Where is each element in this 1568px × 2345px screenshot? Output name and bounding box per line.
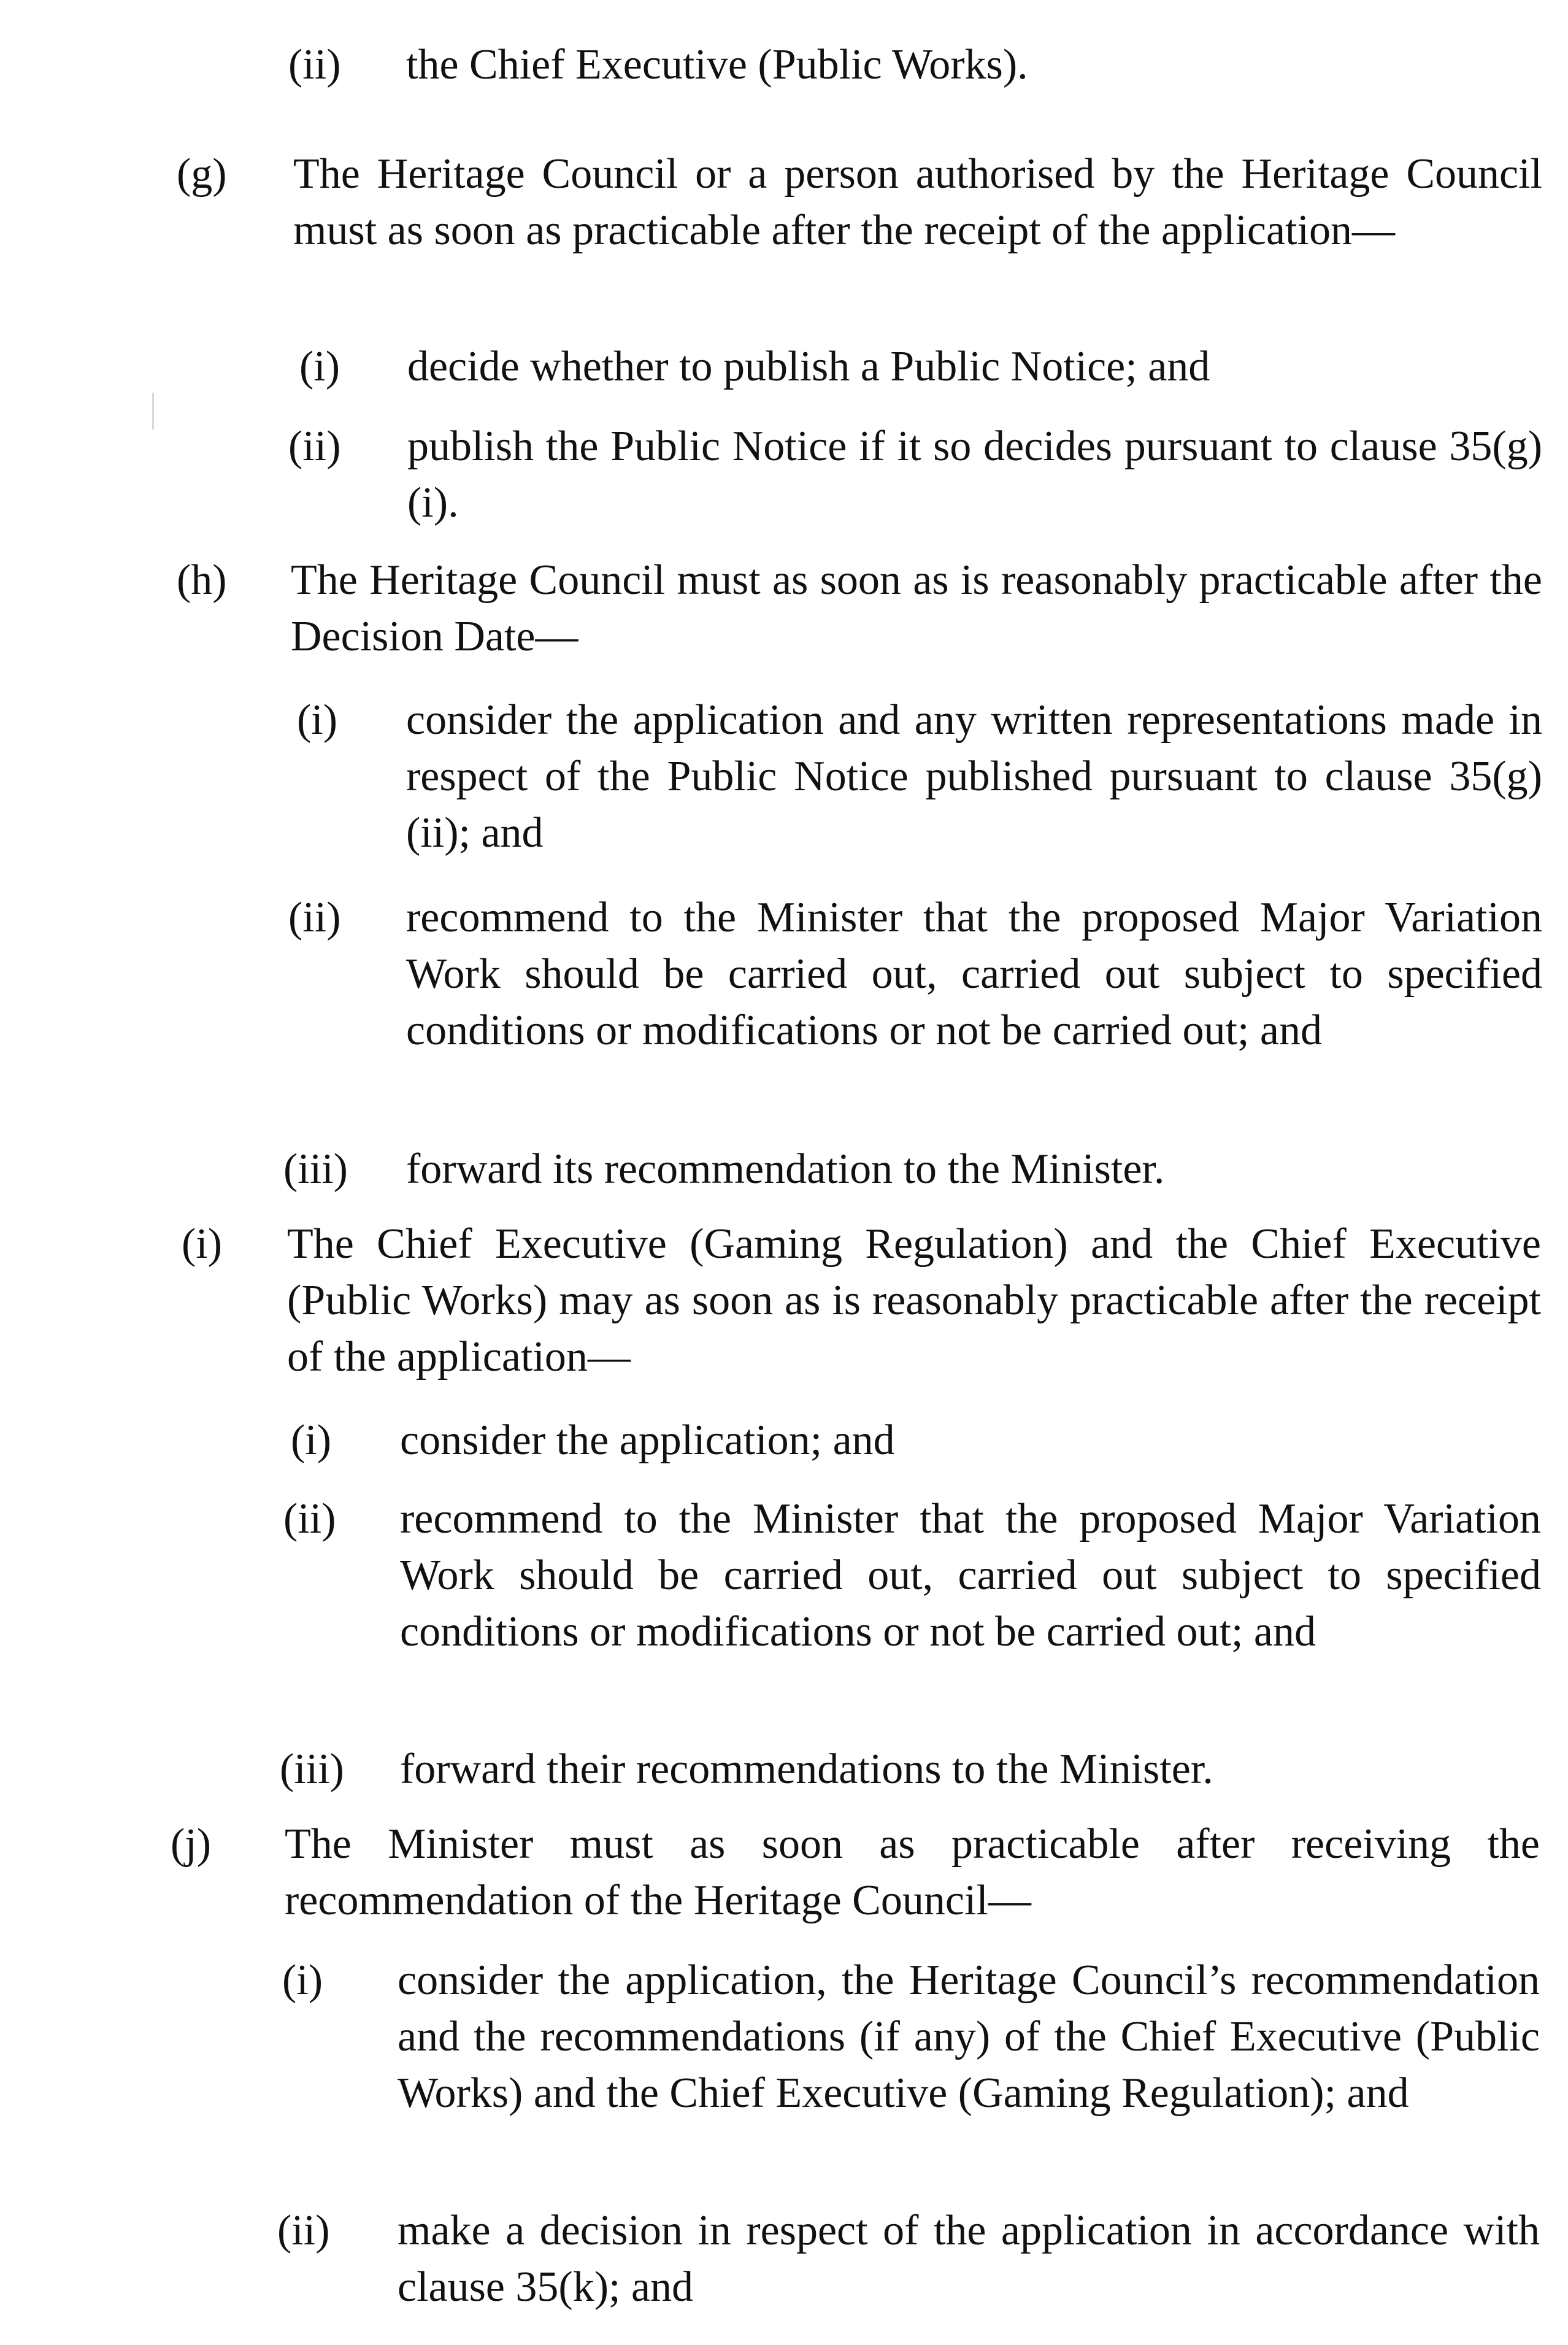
item-text: decide whether to publish a Public Notice; and bbox=[407, 343, 1210, 390]
item-text: consider the application; and bbox=[400, 1417, 895, 1464]
clause-text: The Chief Executive (Gaming Regulation) and the Chief Executive (Public Works) may as soon as is reasonably practicable after the receipt of the application— bbox=[287, 1220, 1541, 1380]
clause-text: The Minister must as soon as practicable after receiving the recommendation of the Heritage Council— bbox=[285, 1820, 1540, 1924]
item-label: (ii) bbox=[277, 2207, 330, 2254]
item-label: (i) bbox=[297, 696, 338, 744]
item-label: (ii) bbox=[288, 423, 341, 470]
clause-label: (g) bbox=[177, 150, 227, 198]
item-label: (iii) bbox=[283, 1146, 348, 1193]
clause-label: (j) bbox=[171, 1820, 212, 1868]
item-label: (i) bbox=[299, 343, 340, 390]
item-text: make a decision in respect of the application in accordance with clause 35(k); and bbox=[398, 2207, 1540, 2311]
item-label: (i) bbox=[291, 1417, 332, 1464]
item-text: forward their recommendations to the Minister. bbox=[400, 1746, 1213, 1793]
item-label: (iii) bbox=[280, 1746, 344, 1793]
item-text: publish the Public Notice if it so decides pursuant to clause 35(g)(i). bbox=[407, 423, 1542, 526]
item-text: recommend to the Minister that the proposed Major Variation Work should be carried out, carried out subject to specified conditions or modifications or not be carried out; and bbox=[400, 1495, 1541, 1655]
scan-margin-mark bbox=[152, 393, 154, 429]
clause-label: (i) bbox=[182, 1220, 223, 1268]
clause-text: The Heritage Council or a person authorised by the Heritage Council must as soon as practicable after the receipt of the application— bbox=[293, 150, 1542, 254]
item-text: recommend to the Minister that the proposed Major Variation Work should be carried out, carried out subject to specified conditions or modifications or not be carried out; and bbox=[406, 894, 1542, 1054]
clause-label: (h) bbox=[177, 556, 227, 604]
item-text: consider the application, the Heritage Council’s recommendation and the recommendations (if any) of the Chief Executive (Public Works) and the Chief Executive (Gaming Regulation); and bbox=[398, 1957, 1540, 2117]
clause-text: The Heritage Council must as soon as is reasonably practicable after the Decision Date— bbox=[291, 556, 1542, 660]
item-text: forward its recommendation to the Minister. bbox=[406, 1146, 1165, 1193]
item-label: (ii) bbox=[288, 41, 341, 88]
item-text: the Chief Executive (Public Works). bbox=[406, 41, 1028, 88]
item-label: (i) bbox=[282, 1957, 323, 2004]
item-text: consider the application and any written representations made in respect of the Public Notice published pursuant to clause 35(g)(ii); and bbox=[406, 696, 1542, 857]
item-label: (ii) bbox=[288, 894, 341, 941]
item-label: (ii) bbox=[283, 1495, 336, 1542]
